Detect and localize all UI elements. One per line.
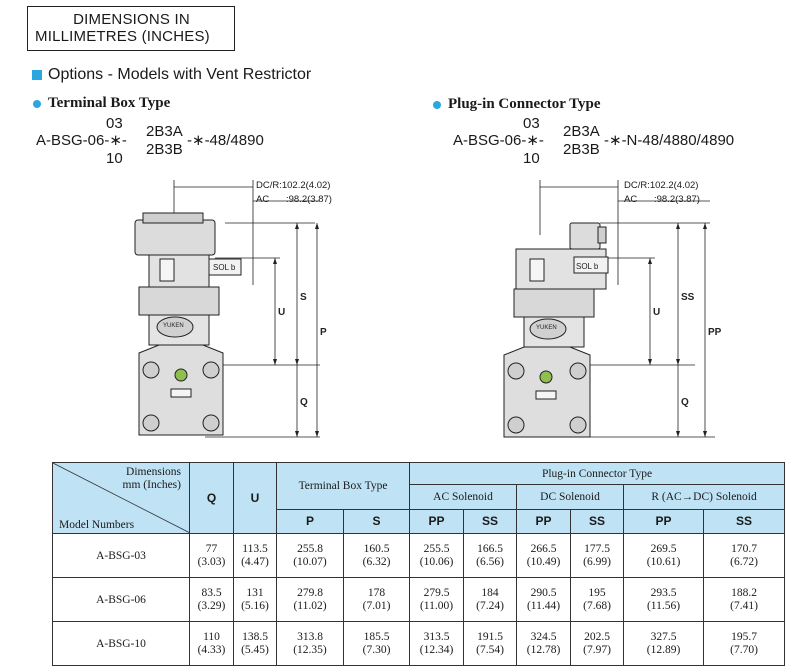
cell-mm-value: 188.2 xyxy=(731,586,757,599)
cell-mm-value: 293.5 xyxy=(650,586,677,599)
cell-mm-value: 170.7 xyxy=(731,542,757,555)
table-cell xyxy=(410,622,464,666)
table-cell xyxy=(464,578,517,622)
corner-model-numbers: Model Numbers xyxy=(59,519,135,531)
sub-pp-rac-header: PP xyxy=(624,509,704,533)
table-cell xyxy=(464,534,517,578)
cell-mm-value: 313.5 xyxy=(423,630,450,643)
cell-mm-value: 177.5 xyxy=(584,542,610,555)
dim-u-label: U xyxy=(653,307,661,318)
cell-inch-value: (5.16) xyxy=(241,599,269,612)
table-cell xyxy=(234,578,277,622)
table-cell xyxy=(624,578,704,622)
cell-mm-value: 255.5 xyxy=(423,542,450,555)
table-cell xyxy=(344,534,410,578)
options-title-text: Options - Models with Vent Restrictor xyxy=(48,66,312,83)
model-code-top: 2B3A xyxy=(563,123,600,140)
cell-inch-value: (12.78) xyxy=(526,643,561,656)
dim-s-label: S xyxy=(300,292,307,303)
dim-pp-label: PP xyxy=(708,327,722,338)
row-model-number: A-BSG-10 xyxy=(53,622,190,666)
plugin-header: Plug-in Connector Type xyxy=(410,463,785,485)
model-prefix: A-BSG-06-∗- xyxy=(36,132,127,149)
col-q-header: Q xyxy=(190,463,234,534)
cell-inch-value: (4.47) xyxy=(241,555,269,568)
cell-inch-value: (7.54) xyxy=(476,643,504,656)
corner-dimensions: Dimensions xyxy=(126,466,181,478)
dimensions-unit-box xyxy=(27,6,235,51)
table-cell xyxy=(464,622,517,666)
cell-mm-value: 185.5 xyxy=(363,630,390,643)
cell-mm-value: 138.5 xyxy=(242,630,268,643)
cell-inch-value: (12.35) xyxy=(293,643,327,656)
model-size-bottom: 10 xyxy=(523,150,540,167)
row-model-number: A-BSG-03 xyxy=(53,534,190,578)
table-cell xyxy=(277,622,344,666)
cell-mm-value: 266.5 xyxy=(530,542,557,555)
terminal-box-title xyxy=(33,95,170,112)
sub-ss-ac-header: SS xyxy=(464,509,517,533)
dim-ss-label: SS xyxy=(681,292,695,303)
cell-mm-value: 166.5 xyxy=(477,542,503,555)
cell-inch-value: (3.03) xyxy=(197,555,226,568)
cell-inch-value: (10.61) xyxy=(646,555,681,568)
sub-pp-dc-header: PP xyxy=(517,509,571,533)
model-size-top: 03 xyxy=(106,115,123,132)
table-cell xyxy=(704,578,785,622)
cell-inch-value: (10.06) xyxy=(419,555,454,568)
cell-mm-value: 191.5 xyxy=(477,630,503,643)
cell-inch-value: (7.30) xyxy=(362,643,391,656)
plugin-connector-valve-drawing xyxy=(500,175,740,455)
cell-mm-value: 327.5 xyxy=(650,630,677,643)
bullet-dot-icon xyxy=(433,101,441,109)
cell-mm-value: 279.5 xyxy=(423,586,450,599)
cell-mm-value: 178 xyxy=(367,586,386,599)
cell-inch-value: (12.89) xyxy=(646,643,681,656)
dimensions-table xyxy=(52,462,785,666)
cell-inch-value: (11.00) xyxy=(419,599,454,612)
sub-s-header: S xyxy=(344,509,410,533)
plugin-connector-model-code xyxy=(453,116,783,166)
plugin-connector-title-text: Plug-in Connector Type xyxy=(448,96,601,112)
dim-u-label: U xyxy=(278,307,286,318)
table-cell xyxy=(344,578,410,622)
cell-inch-value: (10.49) xyxy=(526,555,561,568)
dc-solenoid-header: DC Solenoid xyxy=(517,485,624,509)
table-cell xyxy=(517,534,571,578)
table-cell xyxy=(277,534,344,578)
right-dc-dimension: DC/R:102.2(4.02) xyxy=(624,180,699,191)
table-cell xyxy=(190,534,234,578)
right-ac-label: AC xyxy=(624,194,638,205)
model-suffix: -∗-N-48/4880/4890 xyxy=(604,132,735,149)
sub-ss-rac-header: SS xyxy=(704,509,785,533)
table-cell xyxy=(571,534,624,578)
cell-inch-value: (7.24) xyxy=(476,599,504,612)
cell-inch-value: (5.45) xyxy=(241,643,269,656)
table-cell xyxy=(277,578,344,622)
cell-mm-value: 184 xyxy=(481,586,499,599)
table-cell xyxy=(410,578,464,622)
cell-mm-value: 110 xyxy=(203,630,220,643)
dimensions-line2: MILLIMETRES (INCHES) xyxy=(35,28,210,45)
cell-inch-value: (10.07) xyxy=(293,555,327,568)
cell-inch-value: (6.99) xyxy=(583,555,611,568)
row-model-number: A-BSG-06 xyxy=(53,578,190,622)
sub-p-header: P xyxy=(277,509,344,533)
model-code-bottom: 2B3B xyxy=(563,141,600,158)
table-row xyxy=(53,534,785,578)
bullet-dot-icon xyxy=(33,100,41,108)
table-row xyxy=(53,578,785,622)
table-cell xyxy=(190,622,234,666)
sub-ss-dc-header: SS xyxy=(571,509,624,533)
cell-mm-value: 313.8 xyxy=(297,630,323,643)
cell-mm-value: 202.5 xyxy=(584,630,610,643)
cell-inch-value: (7.01) xyxy=(362,599,391,612)
square-bullet-icon xyxy=(32,70,42,80)
cell-inch-value: (11.56) xyxy=(646,599,681,612)
cell-inch-value: (6.32) xyxy=(362,555,391,568)
dimensions-line1: DIMENSIONS IN xyxy=(73,11,190,28)
table-cell xyxy=(410,534,464,578)
cell-mm-value: 279.8 xyxy=(297,586,323,599)
model-size-top: 03 xyxy=(523,115,540,132)
cell-mm-value: 195.7 xyxy=(731,630,757,643)
model-suffix: -∗-48/4890 xyxy=(187,132,264,149)
plugin-connector-title xyxy=(433,96,601,113)
table-cell xyxy=(344,622,410,666)
sol-b-label: SOL b xyxy=(576,262,599,271)
cell-mm-value: 160.5 xyxy=(363,542,390,555)
yuken-label: YUKEN xyxy=(536,325,557,331)
cell-mm-value: 131 xyxy=(246,586,264,599)
terminal-box-header: Terminal Box Type xyxy=(277,463,410,510)
table-cell xyxy=(234,622,277,666)
cell-inch-value: (7.70) xyxy=(730,643,758,656)
dim-p-label: P xyxy=(320,327,327,338)
table-cell xyxy=(571,578,624,622)
model-size-bottom: 10 xyxy=(106,150,123,167)
table-cell xyxy=(571,622,624,666)
rac-solenoid-header: R (AC→DC) Solenoid xyxy=(624,485,785,509)
dim-q-label: Q xyxy=(300,397,308,408)
cell-mm-value: 77 xyxy=(205,542,218,555)
model-prefix: A-BSG-06-∗- xyxy=(453,132,544,149)
dim-q-label: Q xyxy=(681,397,689,408)
terminal-box-model-code xyxy=(36,116,296,166)
cell-inch-value: (7.68) xyxy=(583,599,611,612)
table-row xyxy=(53,622,785,666)
cell-mm-value: 324.5 xyxy=(530,630,557,643)
cell-inch-value: (6.72) xyxy=(730,555,758,568)
cell-mm-value: 195 xyxy=(588,586,606,599)
yuken-label: YUKEN xyxy=(163,323,184,329)
sub-pp-ac-header: PP xyxy=(410,509,464,533)
table-cell xyxy=(517,578,571,622)
table-cell xyxy=(234,534,277,578)
cell-inch-value: (7.41) xyxy=(730,599,758,612)
col-u-header: U xyxy=(234,463,277,534)
sol-b-label: SOL b xyxy=(213,263,236,272)
cell-inch-value: (7.97) xyxy=(583,643,611,656)
cell-mm-value: 269.5 xyxy=(650,542,677,555)
cell-inch-value: (11.44) xyxy=(526,599,561,612)
cell-mm-value: 83.5 xyxy=(201,586,222,599)
cell-inch-value: (4.33) xyxy=(197,643,226,656)
cell-inch-value: (11.02) xyxy=(293,599,327,612)
corner-header xyxy=(53,463,190,534)
cell-mm-value: 113.5 xyxy=(242,542,268,555)
cell-inch-value: (12.34) xyxy=(419,643,454,656)
left-ac-label: AC xyxy=(256,194,270,205)
cell-mm-value: 290.5 xyxy=(530,586,557,599)
options-title xyxy=(32,66,311,84)
cell-inch-value: (6.56) xyxy=(476,555,504,568)
terminal-box-valve-drawing xyxy=(125,175,365,455)
table-cell xyxy=(624,622,704,666)
model-code-bottom: 2B3B xyxy=(146,141,183,158)
model-code-top: 2B3A xyxy=(146,123,183,140)
terminal-box-title-text: Terminal Box Type xyxy=(48,95,171,111)
corner-units: mm (Inches) xyxy=(122,479,181,491)
table-cell xyxy=(190,578,234,622)
table-cell xyxy=(704,534,785,578)
ac-solenoid-header: AC Solenoid xyxy=(410,485,517,509)
table-cell xyxy=(517,622,571,666)
cell-inch-value: (3.29) xyxy=(197,599,226,612)
left-ac-value: :98.2(3.87) xyxy=(286,194,332,205)
table-cell xyxy=(704,622,785,666)
cell-mm-value: 255.8 xyxy=(297,542,323,555)
right-ac-value: :98.2(3.87) xyxy=(654,194,700,205)
left-dc-dimension: DC/R:102.2(4.02) xyxy=(256,180,331,191)
table-cell xyxy=(624,534,704,578)
